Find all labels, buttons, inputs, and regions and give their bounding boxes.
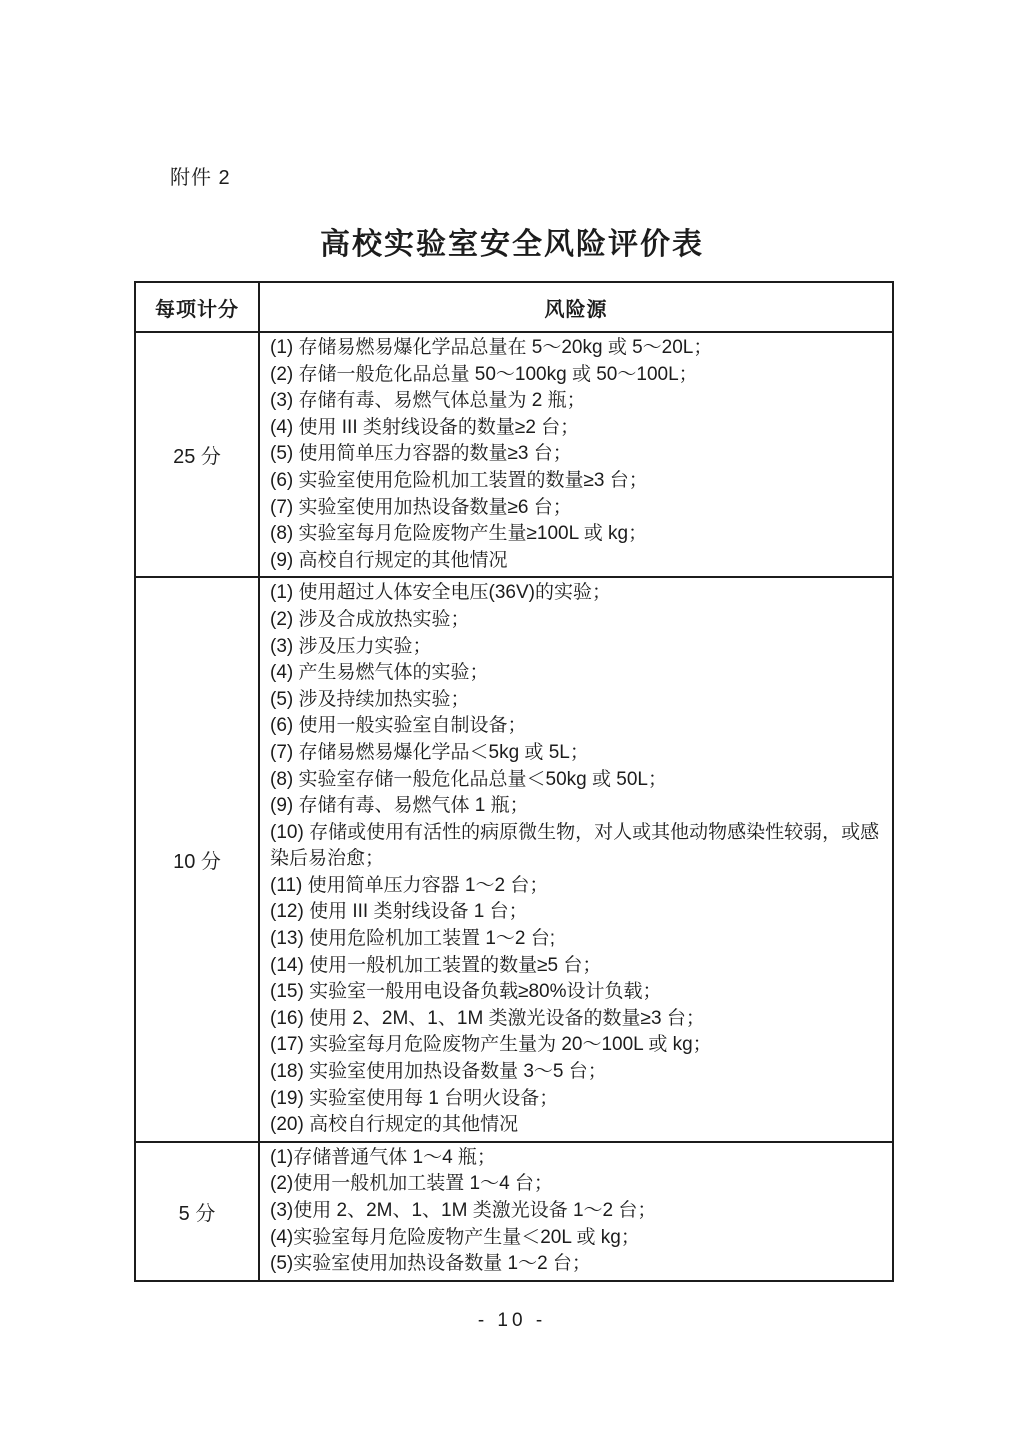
risk-item: (2) 存储一般危化品总量 50～100kg 或 50～100L； — [270, 363, 698, 385]
risk-item: (12) 使用 III 类射线设备 1 台； — [270, 901, 528, 923]
risk-item: (7) 实验室使用加热设备数量≥6 台； — [270, 496, 572, 518]
risk-table — [134, 281, 894, 1282]
risk-item: (7) 存储易燃易爆化学品＜5kg 或 5L； — [270, 741, 589, 763]
header-score-column: 每项计分 — [136, 283, 260, 331]
risk-item: (11) 使用简单压力容器 1～2 台； — [270, 874, 549, 896]
risk-item: (13) 使用危险机加工装置 1～2 台; — [270, 928, 556, 950]
table-header-row — [136, 283, 892, 333]
table-row — [136, 333, 892, 578]
risk-item: (5) 涉及持续加热实验； — [270, 688, 470, 710]
risk-item: (5) 使用简单压力容器的数量≥3 台； — [270, 443, 572, 465]
risk-item: (6) 实验室使用危险机加工装置的数量≥3 台； — [270, 469, 648, 491]
risk-item: (3)使用 2、2M、1、1M 类激光设备 1～2 台； — [270, 1200, 657, 1221]
risk-item: (1) 存储易燃易爆化学品总量在 5～20kg 或 5～20L； — [270, 337, 713, 358]
risk-source-cell — [260, 333, 892, 576]
risk-item: (10) 存储或使用有活性的病原微生物，对人或其他动物感染性较弱，或感染后易治愈； — [270, 821, 880, 870]
risk-item: (5)实验室使用加热设备数量 1～2 台； — [270, 1253, 591, 1275]
risk-item: (3) 涉及压力实验； — [270, 635, 432, 657]
risk-item: (4)实验室每月危险废物产生量＜20L 或 kg； — [270, 1226, 640, 1248]
risk-item: (8) 实验室每月危险废物产生量≥100L 或 kg； — [270, 523, 648, 545]
risk-item: (2) 涉及合成放热实验； — [270, 608, 470, 630]
score-cell: 5 分 — [136, 1143, 260, 1280]
score-cell: 10 分 — [136, 578, 260, 1140]
risk-item: (20) 高校自行规定的其他情况 — [270, 1114, 519, 1136]
risk-item: (9) 高校自行规定的其他情况 — [270, 549, 508, 571]
risk-item: (1)存储普通气体 1～4 瓶； — [270, 1146, 496, 1168]
table-row — [136, 1143, 892, 1280]
risk-item: (14) 使用一般机加工装置的数量≥5 台； — [270, 954, 602, 976]
risk-source-cell — [260, 1143, 892, 1280]
risk-item: (18) 实验室使用加热设备数量 3～5 台； — [270, 1061, 607, 1083]
page-number: - 10 - — [477, 1310, 547, 1331]
risk-item: (19) 实验室使用每 1 台明火设备； — [270, 1087, 559, 1109]
risk-item: (4) 产生易燃气体的实验； — [270, 662, 489, 684]
risk-item: (8) 实验室存储一般危化品总量＜50kg 或 50L； — [270, 768, 667, 790]
score-cell: 25 分 — [136, 333, 260, 576]
risk-item: (9) 存储有毒、易燃气体 1 瓶； — [270, 795, 529, 817]
risk-item: (16) 使用 2、2M、1、1M 类激光设备的数量≥3 台； — [270, 1007, 705, 1029]
risk-item: (17) 实验室每月危险废物产生量为 20～100L 或 kg； — [270, 1034, 712, 1056]
risk-item: (6) 使用一般实验室自制设备； — [270, 715, 527, 737]
risk-item: (4) 使用 III 类射线设备的数量≥2 台； — [270, 416, 580, 438]
header-risk-source-column: 风险源 — [544, 298, 608, 321]
risk-item: (2)使用一般机加工装置 1～4 台； — [270, 1173, 553, 1195]
table-row — [136, 578, 892, 1142]
page-title: 高校实验室安全风险评价表 — [320, 228, 704, 261]
risk-source-cell — [260, 578, 892, 1140]
risk-table-body — [136, 333, 892, 1280]
risk-item: (15) 实验室一般用电设备负载≥80%设计负载； — [270, 981, 662, 1003]
attachment-label: 附件 2 — [170, 167, 231, 189]
risk-item: (3) 存储有毒、易燃气体总量为 2 瓶； — [270, 390, 586, 412]
risk-item: (1) 使用超过人体安全电压(36V)的实验； — [270, 582, 611, 604]
